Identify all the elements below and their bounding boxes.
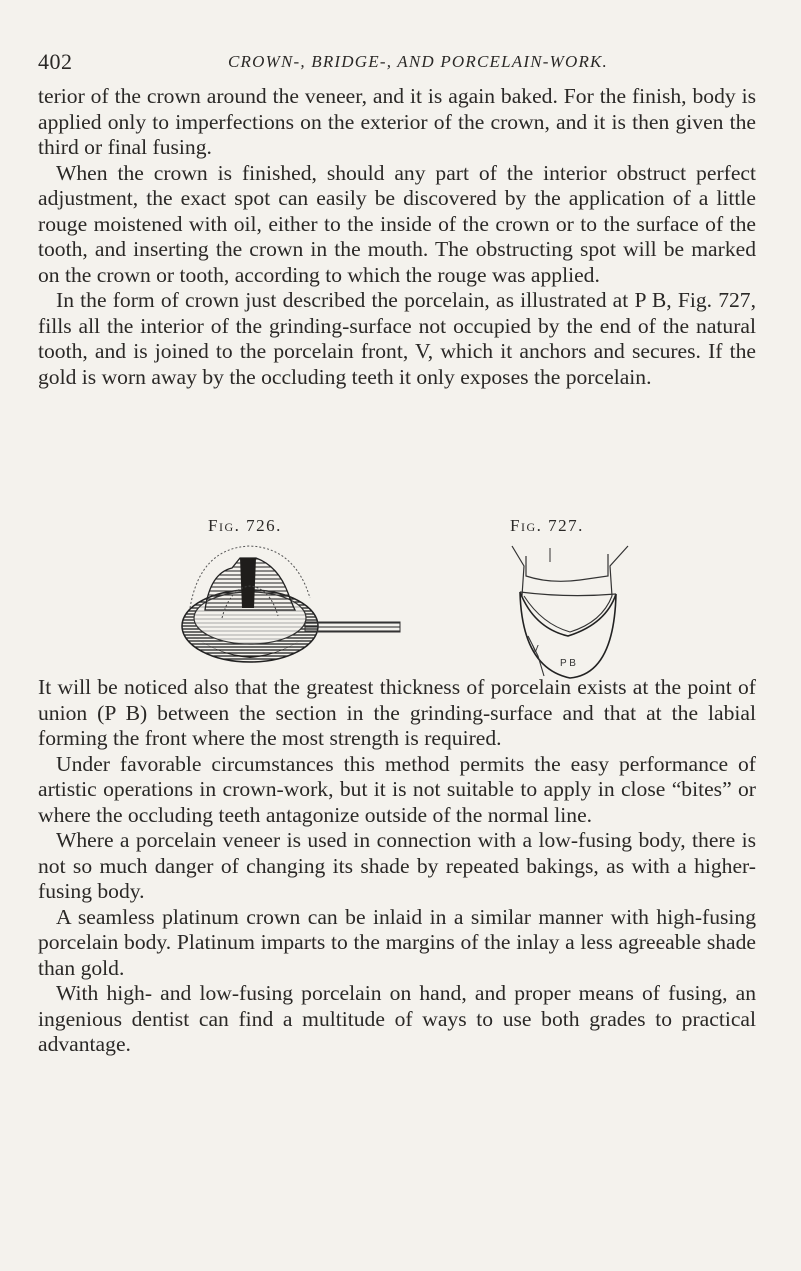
figure-727-caption: Fig. 727.	[510, 516, 584, 535]
label-v: V	[532, 644, 539, 655]
paragraph: Under favorable circumstances this method permits the easy performance of artistic operations in crown-work, but it is not suitable to apply in close “bites” or where the occluding teeth antagonize outside of the normal line.	[38, 751, 756, 827]
paragraph: terior of the crown around the veneer, and it is again baked. For the finish, body is applied only to imperfections on the exterior of the crown, and it is then given the third or final fusing.	[38, 84, 756, 159]
paragraph: Where a porcelain veneer is used in connection with a low-fusing body, there is not so much danger of changing its shade by repeated bakings, as with a higher-fusing body.	[38, 828, 756, 903]
label-pb: P B	[560, 658, 576, 669]
porcelain-crown-cross-section-illustration	[160, 538, 410, 678]
figure-726-caption: Fig. 726.	[208, 516, 282, 535]
paragraph: With high- and low-fusing porcelain on hand, and proper means of fusing, an ingenious dentist can find a multitude of ways to use both grades to practical advantage.	[38, 981, 756, 1056]
text-block-top	[38, 84, 756, 390]
text-block-bottom	[38, 675, 756, 1058]
crown-diagram-illustration	[490, 536, 660, 686]
page-number: 402	[38, 49, 73, 74]
paragraph: In the form of crown just described the porcelain, as illustrated at P B, Fig. 727, fills all the interior of the grinding-surface not occupied by the end of the natural tooth, and is joined to the porcelain front, V, which it anchors and secures. If the gold is worn away by the occluding teeth it only exposes the porcelain.	[38, 288, 756, 389]
running-title: CROWN-, BRIDGE-, AND PORCELAIN-WORK.	[228, 52, 609, 71]
paragraph: It will be noticed also that the greatest thickness of porcelain exists at the point of union (P B) between the section in the grinding-surface and that at the labial forming the front where the most strength is required.	[38, 675, 756, 750]
figures-row	[0, 516, 801, 691]
paragraph: When the crown is finished, should any part of the interior obstruct perfect adjustment, the exact spot can easily be discovered by the application of a little rouge moistened with oil, either to the inside of the crown or to the surface of the tooth, and inserting the crown in the mouth. The obstructing spot will be marked on the crown or tooth, according to which the rouge was applied.	[38, 160, 756, 287]
paragraph: A seamless platinum crown can be inlaid in a similar manner with high-fusing porcelain body. Platinum imparts to the margins of the inlay a less agreeable shade than gold.	[38, 904, 756, 980]
running-head	[38, 48, 738, 76]
